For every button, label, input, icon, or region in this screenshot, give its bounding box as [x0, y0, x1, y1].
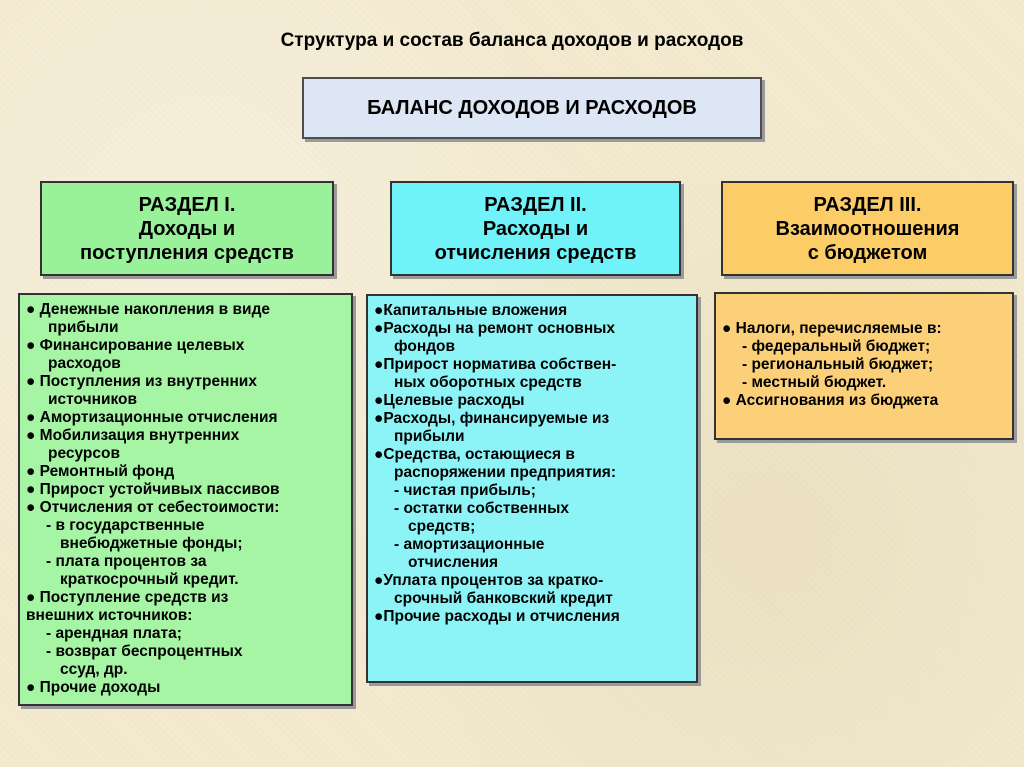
list-line: ● Налоги, перечисляемые в: [722, 320, 942, 337]
list-line: ● Финансирование целевых [26, 337, 245, 354]
list-line: - амортизационные [394, 536, 545, 553]
list-line: ●Расходы, финансируемые из [374, 410, 610, 427]
list-line: ● Мобилизация внутренних [26, 427, 240, 444]
section-3-header-line: Взаимоотношения [775, 217, 960, 240]
section-2-list [366, 294, 698, 683]
list-line: ● Амортизационные отчисления [26, 409, 278, 426]
list-line: внебюджетные фонды; [60, 535, 243, 552]
list-line: - местный бюджет. [742, 374, 887, 391]
section-3-list [714, 292, 1014, 440]
list-line: ●Средства, остающиеся в [374, 446, 575, 463]
section-3-header-line: РАЗДЕЛ III. [813, 193, 922, 216]
list-line: ● Денежные накопления в виде [26, 301, 271, 318]
list-line: - остатки собственных [394, 500, 569, 517]
list-line: фондов [394, 338, 456, 355]
list-line: прибыли [48, 319, 119, 336]
section-1-header-line: Доходы и [138, 217, 236, 240]
section-1-header [40, 181, 334, 276]
list-line: ● Поступление средств из [26, 589, 229, 606]
list-line: - чистая прибыль; [394, 482, 536, 499]
list-line: источников [48, 391, 138, 408]
list-line: ● Поступления из внутренних [26, 373, 257, 390]
list-line: - в государственные [46, 517, 205, 534]
list-line: отчисления [408, 554, 499, 571]
section-2-header-line: РАЗДЕЛ II. [484, 193, 587, 216]
section-1-header-line: поступления средств [80, 241, 294, 264]
list-line: ●Капитальные вложения [374, 302, 568, 319]
list-line: прибыли [394, 428, 465, 445]
list-line: ● Прирост устойчивых пассивов [26, 481, 280, 498]
list-line: ● Отчисления от себестоимости: [26, 499, 280, 516]
section-2-header-line: отчисления средств [434, 241, 637, 264]
list-line: ●Уплата процентов за кратко- [374, 572, 604, 589]
section-3-header [721, 181, 1014, 276]
list-line: ●Целевые расходы [374, 392, 525, 409]
list-line: - федеральный бюджет; [742, 338, 931, 355]
section-3-header-line: с бюджетом [807, 241, 928, 264]
list-line: краткосрочный кредит. [60, 571, 239, 588]
list-line: ● Ассигнования из бюджета [722, 392, 939, 409]
list-line: ●Прочие расходы и отчисления [374, 608, 620, 625]
list-line: ресурсов [48, 445, 121, 462]
section-1-header-line: РАЗДЕЛ I. [138, 193, 236, 216]
section-1-list [18, 293, 353, 706]
list-line: средств; [408, 518, 476, 535]
list-line: ссуд, др. [60, 661, 128, 678]
list-line: ● Ремонтный фонд [26, 463, 175, 480]
list-line: - плата процентов за [46, 553, 207, 570]
list-line: расходов [48, 355, 121, 372]
list-line: - арендная плата; [46, 625, 182, 642]
list-line: ● Прочие доходы [26, 679, 161, 696]
list-line: ●Расходы на ремонт основных [374, 320, 616, 337]
page-title: Структура и состав баланса доходов и расходов [280, 30, 744, 51]
list-line: внешних источников: [26, 607, 193, 624]
balance-root-box [302, 77, 762, 139]
section-2-header [390, 181, 681, 276]
section-2-header-line: Расходы и [482, 217, 589, 240]
list-line: ●Прирост норматива собствен- [374, 356, 617, 373]
list-line: ных оборотных средств [394, 374, 582, 391]
list-line: распоряжении предприятия: [394, 464, 616, 481]
list-line: - региональный бюджет; [742, 356, 934, 373]
root-label: БАЛАНС ДОХОДОВ И РАСХОДОВ [367, 96, 697, 119]
list-line: срочный банковский кредит [394, 590, 613, 607]
list-line: - возврат беспроцентных [46, 643, 243, 660]
